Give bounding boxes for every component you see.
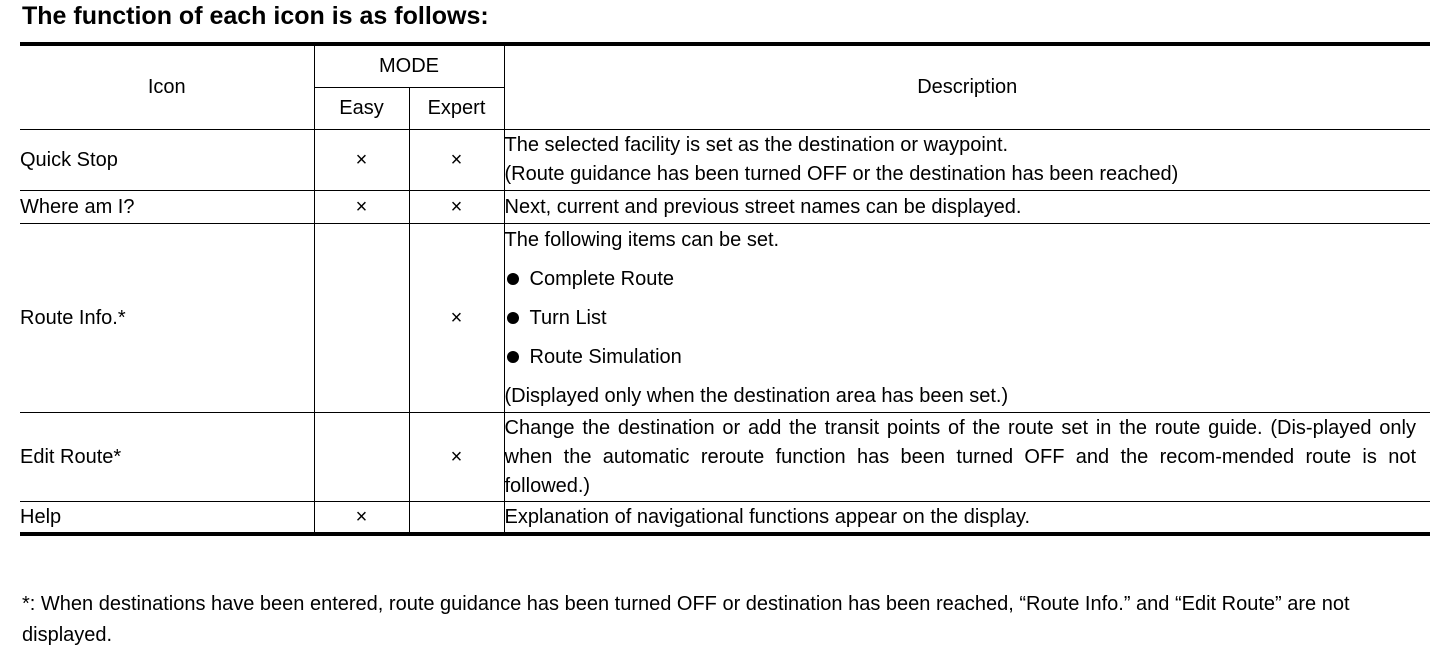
easy-mark: × [314,130,409,191]
bullet-icon [507,273,519,285]
table-row-quick-stop [20,130,1430,191]
table-row-where-am-i [20,191,1430,224]
table-header-row [20,44,1430,88]
bullet-item [505,265,1431,294]
easy-mark: × [314,191,409,224]
page-heading: The function of each icon is as follows: [22,2,489,30]
icon-function-table [20,42,1430,536]
bullet-icon [507,351,519,363]
header-expert: Expert [409,88,504,130]
icon-name-cell: Where am I? [20,191,314,224]
header-description: Description [504,44,1430,130]
bullet-icon [507,312,519,324]
footnote: *: When destinations have been entered, route guidance has been turned OFF or destination has been reached, “Route Info.” and “Edit Route” are not displayed. [22,593,1350,646]
icon-name-cell: Help [20,502,314,535]
table-row-help [20,502,1430,535]
header-easy: Easy [314,88,409,130]
expert-mark: × [409,191,504,224]
description-line: Explanation of navigational functions appear on the display. [504,505,1031,528]
description-cell [504,130,1430,191]
header-icon: Icon [20,44,314,130]
bullet-text: Route Simulation [529,345,682,368]
bullet-text: Complete Route [529,267,675,290]
icon-name-cell: Quick Stop [20,130,314,191]
description-cell: Change the destination or add the transit points of the route set in the route guide. (Dis-played only when the automatic reroute function has been turned OFF and the recom-mended route is not followed.) [504,413,1430,502]
table-row-edit-route [20,413,1430,502]
easy-mark [314,413,409,502]
easy-mark: × [314,502,409,535]
icon-name-cell: Edit Route* [20,413,314,502]
easy-mark [314,224,409,413]
bullet-item [505,343,1431,372]
expert-mark [409,502,504,535]
description-note: (Displayed only when the destination area has been set.) [504,384,1009,407]
description-line: (Route guidance has been turned OFF or the destination has been reached) [504,163,1179,185]
icon-name-cell: Route Info.* [20,224,314,413]
expert-mark: × [409,224,504,413]
description-intro: The following items can be set. [504,228,780,251]
description-cell [504,224,1430,413]
header-mode: MODE [314,44,504,88]
bullet-text: Turn List [529,306,607,329]
description-cell [504,502,1430,535]
expert-mark: × [409,413,504,502]
bullet-item [505,304,1431,333]
table-row-route-info [20,224,1430,413]
description-line: Next, current and previous street names can be displayed. [504,195,1022,218]
description-cell [504,191,1430,224]
description-line: The selected facility is set as the destination or waypoint. [504,134,1009,156]
expert-mark: × [409,130,504,191]
